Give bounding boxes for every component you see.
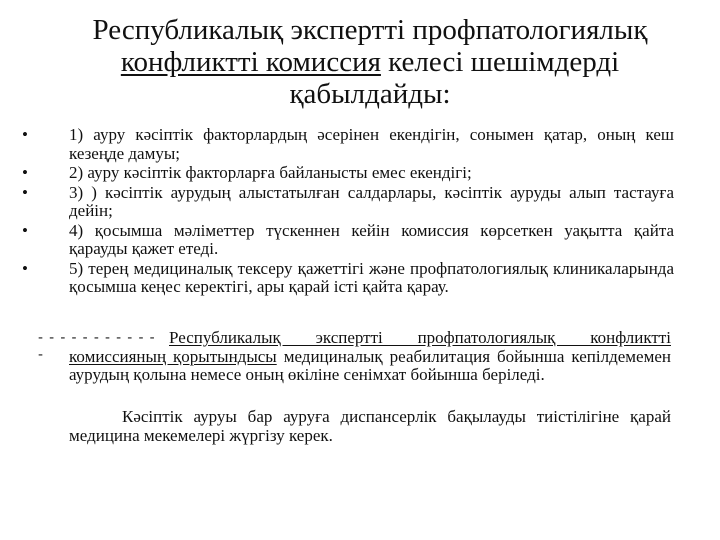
bullet-icon: • [22,182,28,202]
list-item: • 2) ауру кәсiптiк факторларға байланысты емес екендiгi; [22,163,472,182]
bullet-icon: • [22,258,28,278]
dispensary-paragraph: Кәсiптiк ауруы бар ауруға диспансерлiк бақылауды тиiстiлiгiне қарай медицина мекемелерi жүргiзу керек. [69,407,671,445]
bullet-icon: • [22,125,28,144]
list-item: • 4) қосымша мәлiметтер түскеннен кейiн комиссия көрсеткен уақытта қайта қарауды қажет етедi. [22,220,674,258]
title-line-2-rest: келесi шешiмдердi [380,46,620,78]
conclusion-rest: медициналық реабилитация бойынша кепiлдемемен аурудың қолына немесе оның өкiлiне сенiмхат бойынша берiледi. [69,346,671,384]
title-underlined: конфликттi комиссия [120,46,381,78]
title-line-1: Республикалық эксперттi профпатологиялық [92,14,648,46]
bullet-icon: • [22,220,28,240]
list-item: • 5) терең медициналық тексеру қажеттiгi және профпатологиялық клиникаларында қосымша кеңес керектiгi, ары қарай iстi қайта қарау. [22,258,674,296]
slide-title [40,14,700,110]
bullet-icon: • [22,163,28,182]
decision-list [22,126,674,298]
dashed-separator: - - - - - - - - - - - - [38,329,156,363]
list-item: • 1) ауру кәсiптiк факторлардың әсерiнен екендiгiн, сонымен қатар, оның кеш кезеңде дамуы; [22,125,674,163]
title-line-2 [40,46,700,78]
conclusion-paragraph [69,329,671,385]
list-item: • 3) ) кәсiптiк аурудың алыстатылған салдарлары, кәсiптiк ауруды алып тастауға дейiн; [22,182,674,220]
title-line-3: қабылдайды: [289,78,451,110]
conclusion-underlined: Республикалық эксперттi профпатологиялық конфликттi комиссияның қорытындысы [69,328,671,366]
